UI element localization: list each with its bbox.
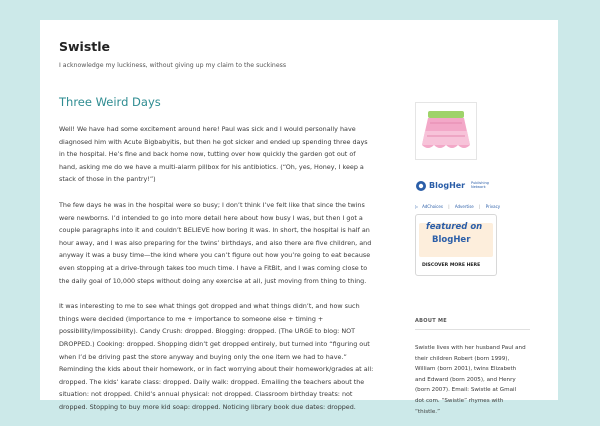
privacy-link[interactable]: Privacy xyxy=(485,204,501,209)
ad-links xyxy=(415,204,504,209)
post-paragraph: It was interesting to me to see what things got dropped and what things didn’t, and how such things were decided (importance to me + importance to someone else + timing + possibility/impossibility). Candy Crush: dropped. Blogging: dropped. (The URGE to blog: NOT DROPPED.) Cooking: dropped. Shopping didn’t get dropped entirely, but turned into “figuring out when I’d be driving past the store anyway and buying only the one item we had to have.” Reminding the kids about their homework, or in fact worrying about their homework/grades at all: dropped. The kids’ karate class: dropped. Daily walk: dropped. Emailing the teachers about the situation: not dropped. Child’s annual physical: not dropped. Classroom birthday treats: not dropped. Stopping to buy more kid soap: dropped. Noticing library book due dates: dropped. xyxy=(59,302,374,411)
divider: | xyxy=(479,204,481,209)
featured-on-text: featured on xyxy=(426,222,483,232)
featured-on-blogher-badge[interactable] xyxy=(415,214,497,276)
divider xyxy=(415,329,530,330)
featured-brand-text: BlogHer xyxy=(432,235,471,245)
blogher-logo[interactable] xyxy=(415,180,497,194)
divider: | xyxy=(448,204,450,209)
blogher-bubble-icon xyxy=(415,180,427,192)
adchoices-icon[interactable]: ▷ xyxy=(415,204,419,209)
site-title[interactable]: Swistle xyxy=(59,39,111,54)
page-content xyxy=(40,20,558,415)
post-body xyxy=(59,123,375,426)
about-heading: ABOUT ME xyxy=(415,318,447,324)
discover-more-link[interactable]: DISCOVER MORE HERE xyxy=(422,263,481,268)
post-paragraph: Well! We have had some excitement around here! Paul was sick and I would personally have diagnosed him with Acute Bigbabyitis, but then he got sicker and ended up spending three days in the hospital. He’s fine and back home now, tutting over how quickly the garden got out of hand, asking me do we have a multi-alarm pillbox for his antibiotics. (“Oh, yes, Honey, I keep a stack of those in the pantry!”) xyxy=(59,125,368,184)
blogher-logo-word: BlogHer xyxy=(429,181,466,190)
site-description: I acknowledge my luckiness, without giving up my claim to the suckiness xyxy=(59,62,287,69)
skirt-ad-image[interactable] xyxy=(415,102,477,160)
advertise-link[interactable]: Advertise xyxy=(454,204,474,209)
about-text: Swistle lives with her husband Paul and their children Robert (born 1999), William (born 2001), twins Elizabeth and Edward (born 2005), and Henry (born 2007). Email: Swistle at Gmail dot com. “Swistle” rhymes with “thistle.” xyxy=(415,345,526,415)
post-title[interactable]: Three Weird Days xyxy=(59,95,161,109)
adchoices-link[interactable]: AdChoices xyxy=(422,204,443,209)
blogher-logo-sub: Publishing Network xyxy=(471,181,489,190)
post-paragraph: The few days he was in the hospital were so busy; I don’t think I’ve felt like that since the twins were newborns. I’d intended to go into more detail here about how busy I was, but then I got a couple paragraphs into it and couldn’t BELIEVE how boring it was. In short, the hospital is half an hour away, and I was also preparing for the twins’ birthdays, and also there are five children, and anyway it was a busy time—the kind where you can’t figure out how you’re going to eat because even stopping at a drive-through takes too much time. I have a FitBit, and I was coming close to the daily goal of 10,000 steps without doing any exercise at all, just moving from thing to thing. xyxy=(59,200,372,285)
skirt-icon xyxy=(416,103,476,159)
